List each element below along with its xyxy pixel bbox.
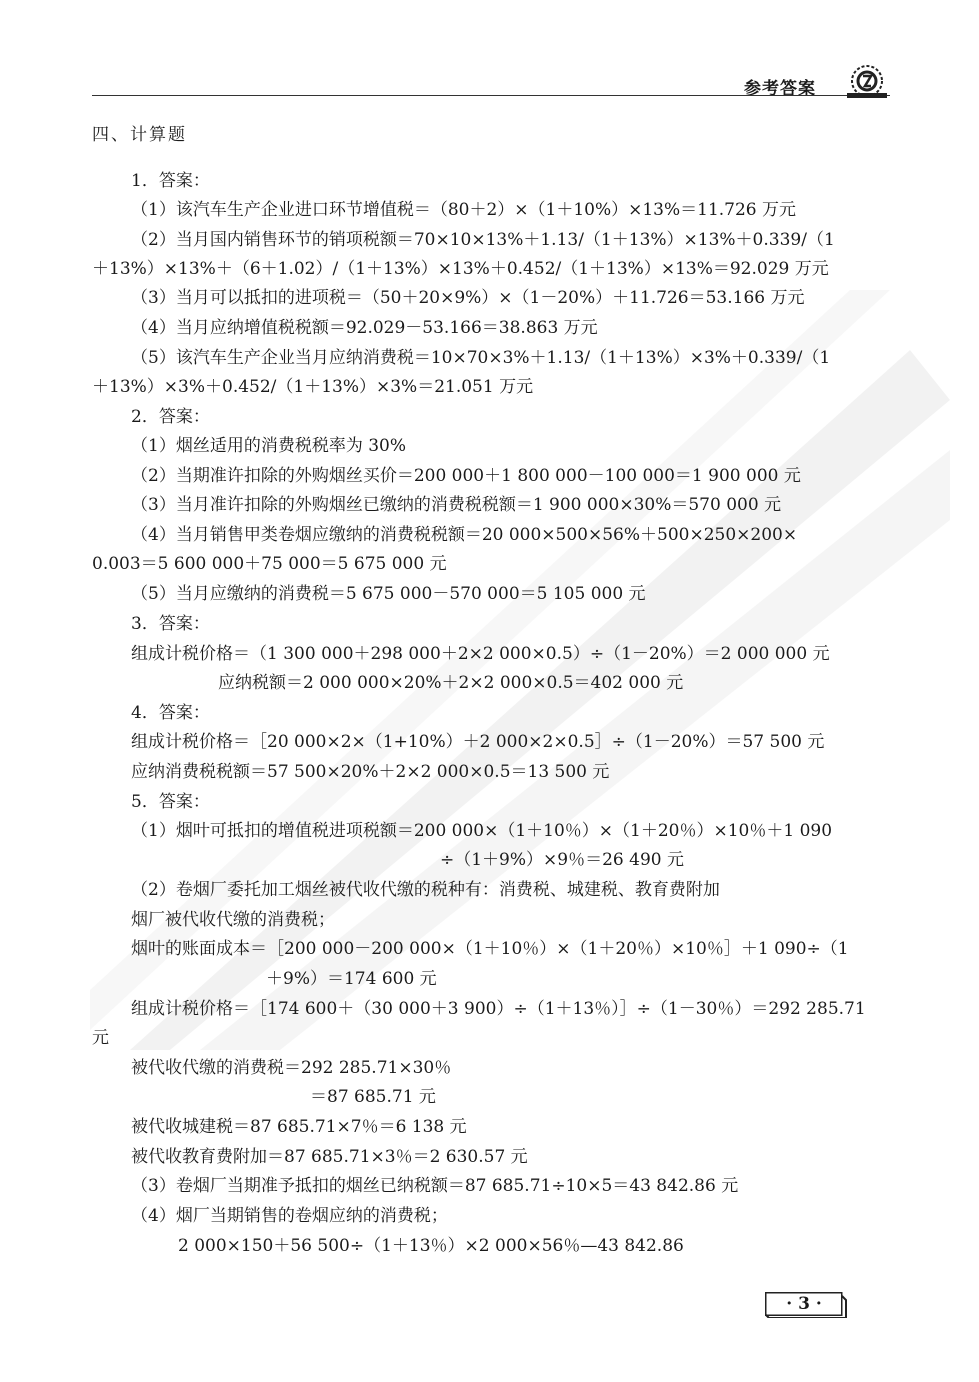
text-line: 2 000×150＋56 500÷（1＋13％）×2 000×56％—43 842.86 (178, 1236, 684, 1256)
header-label: 参考答案 (744, 79, 816, 99)
text-line: （4）当月销售甲类卷烟应缴纳的消费税税额＝20 000×500×56%＋500×250×200× (131, 525, 798, 545)
header-rule (92, 95, 890, 96)
text-line: （4）烟厂当期销售的卷烟应纳的消费税； (131, 1206, 448, 1226)
section-title: 四、计算题 (92, 125, 187, 145)
text-line: 组成计税价格＝［174 600＋（30 000＋3 900）÷（1＋13％）］÷（1－30％）＝292 285.71 (131, 999, 866, 1019)
text-line: （5）该汽车生产企业当月应纳消费税＝10×70×3%＋1.13/（1＋13%）×3%＋0.339/（1 (131, 348, 831, 368)
page-number: · 3 · (786, 1294, 822, 1314)
text-line: 应纳税额＝2 000 000×20%＋2×2 000×0.5＝402 000 元 (218, 673, 684, 693)
text-line: （4）当月应纳增值税税额＝92.029－53.166＝38.863 万元 (131, 318, 598, 338)
text-line: （3）当月可以抵扣的进项税＝（50＋20×9%）×（1－20%）＋11.726＝53.166 万元 (131, 288, 805, 308)
text-line: 烟叶的账面成本＝［200 000－200 000×（1＋10％）×（1＋20％）×10％］＋1 090÷（1 (131, 939, 849, 959)
publisher-logo-icon (844, 64, 890, 100)
text-line: （1）烟丝适用的消费税税率为 30% (131, 436, 407, 456)
page-header (92, 64, 890, 98)
text-line: 应纳消费税税额＝57 500×20%＋2×2 000×0.5＝13 500 元 (131, 762, 610, 782)
text-line: ＋13%）×13%＋（6＋1.02）/（1＋13%）×13%＋0.452/（1＋13%）×13%＝92.029 万元 (92, 259, 829, 279)
text-line: （3）卷烟厂当期准予抵扣的烟丝已纳税额＝87 685.71÷10×5＝43 842.86 元 (131, 1176, 739, 1196)
text-line: 被代收代缴的消费税＝292 285.71×30％ (131, 1058, 452, 1078)
answer-heading-2: 2．答案： (131, 407, 210, 427)
answer-heading-1: 1．答案： (131, 171, 210, 191)
answer-heading-4: 4．答案： (131, 703, 210, 723)
answer-heading-3: 3．答案： (131, 614, 210, 634)
watermark-band (90, 290, 950, 1050)
text-line: （1）烟叶可抵扣的增值税进项税额＝200 000×（1＋10％）×（1＋20％）×10％＋1 090 (131, 821, 833, 841)
text-line: ＋13%）×3%＋0.452/（1＋13%）×3%＝21.051 万元 (92, 377, 534, 397)
page-number-box (765, 1292, 847, 1318)
text-line: 元 (92, 1028, 109, 1048)
text-line: （2）当月国内销售环节的销项税额＝70×10×13%＋1.13/（1＋13%）×13%＋0.339/（1 (131, 230, 835, 250)
text-line: （3）当月准许扣除的外购烟丝已缴纳的消费税税额＝1 900 000×30%＝570 000 元 (131, 495, 782, 515)
text-line: 组成计税价格＝（1 300 000＋298 000＋2×2 000×0.5）÷（1－20%）＝2 000 000 元 (131, 644, 830, 664)
text-line: 烟厂被代收代缴的消费税； (131, 910, 335, 930)
text-line: 0.003＝5 600 000＋75 000＝5 675 000 元 (92, 554, 447, 574)
text-line: 被代收教育费附加＝87 685.71×3％＝2 630.57 元 (131, 1147, 528, 1167)
answer-heading-5: 5．答案： (131, 792, 210, 812)
text-line: （2）卷烟厂委托加工烟丝被代收代缴的税种有：消费税、城建税、教育费附加 (131, 880, 720, 900)
text-line: ＋9%）＝174 600 元 (266, 969, 437, 989)
text-line: 被代收城建税＝87 685.71×7％＝6 138 元 (131, 1117, 467, 1137)
text-line: ＝87 685.71 元 (310, 1087, 436, 1107)
text-line: 组成计税价格＝［20 000×2×（1+10%）＋2 000×2×0.5］÷（1－20%）＝57 500 元 (131, 732, 825, 752)
text-line: （2）当期准许扣除的外购烟丝买价＝200 000＋1 800 000－100 000＝1 900 000 元 (131, 466, 801, 486)
text-line: （1）该汽车生产企业进口环节增值税＝（80＋2）×（1＋10%）×13%＝11.726 万元 (131, 200, 797, 220)
text-line: ÷（1＋9%）×9％＝26 490 元 (440, 850, 684, 870)
text-line: （5）当月应缴纳的消费税＝5 675 000－570 000＝5 105 000 元 (131, 584, 646, 604)
